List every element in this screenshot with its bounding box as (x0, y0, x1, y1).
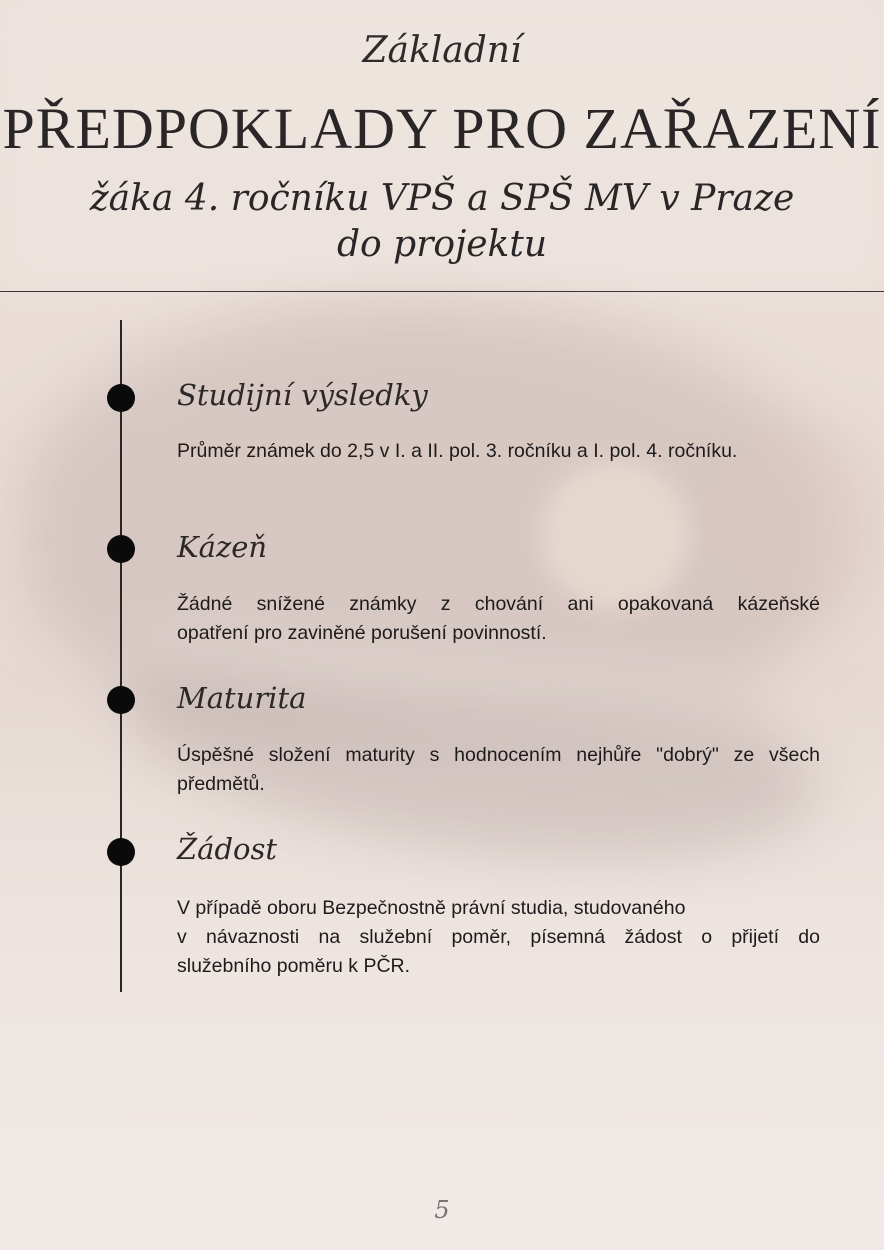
section-line: opatření pro zaviněné porušení povinností. (177, 622, 547, 644)
timeline-line (120, 320, 122, 992)
section-body-zadost (177, 894, 820, 981)
section-line: Úspěšné složení maturity s hodnocením nejhůře "dobrý" ze všech (177, 744, 820, 766)
section-line: předmětů. (177, 773, 265, 795)
header-kicker: Základní (362, 30, 522, 71)
subtitle-line-2: do projektu (336, 224, 548, 265)
section-title-maturita: Maturita (177, 681, 307, 715)
timeline-dot (107, 535, 135, 563)
section-title-studijni-vysledky: Studijní výsledky (177, 378, 428, 412)
section-body-kazen (177, 590, 820, 648)
page-number: 5 (434, 1196, 450, 1224)
section-line: Průměr známek do 2,5 v I. a II. pol. 3. ročníku a I. pol. 4. ročníku. (177, 440, 738, 462)
section-body-studijni-vysledky (177, 437, 820, 466)
section-title-zadost: Žádost (177, 832, 277, 866)
section-line: služebního poměru k PČR. (177, 955, 411, 977)
timeline-dot (107, 686, 135, 714)
page-subtitle (60, 176, 824, 268)
section-body-maturita (177, 741, 820, 799)
timeline-dot (107, 384, 135, 412)
section-line: V případě oboru Bezpečnostně právní studia, studovaného (177, 897, 686, 919)
section-line: Žádné snížené známky z chování ani opakovaná kázeňské (177, 593, 820, 615)
section-title-kazen: Kázeň (177, 530, 268, 564)
header-divider (0, 291, 884, 292)
page-title: PŘEDPOKLADY PRO ZAŘAZENÍ (2, 96, 882, 161)
timeline-dot (107, 838, 135, 866)
section-line: v návaznosti na služební poměr, písemná žádost o přijetí do (177, 926, 820, 948)
subtitle-line-1: žáka 4. ročníku VPŠ a SPŠ MV v Praze (89, 178, 795, 219)
